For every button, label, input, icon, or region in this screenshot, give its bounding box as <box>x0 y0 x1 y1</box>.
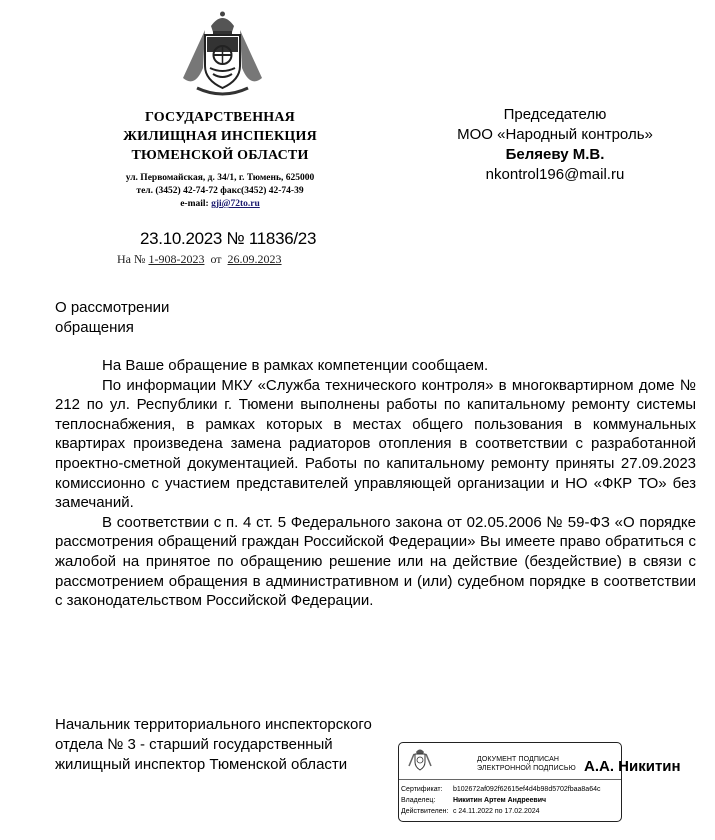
recipient-line-1: Председателю <box>503 106 607 123</box>
ref-from: от <box>210 252 222 266</box>
body-paragraph-2: По информации МКУ «Служба технического контроля» в многоквартирном доме № 212 по ул. Республики г. Тюмени выполнены работы по капитальному ремонту системы теплоснабжения, в рамках которых в местах общего пользования в коммунальных квартирах произведена замена радиаторов отопления в соответствии с разработанной проектно-сметной документацией. Работы по капитальному ремонту приняты 27.09.2023 комиссионно с участием представителей управляющей организации и НО «ФКР ТО» без замечаний. <box>55 376 696 512</box>
recipient-line-2: МОО «Народный контроль» <box>457 126 653 143</box>
stamp-divider <box>399 779 621 780</box>
cert-label: Сертификат: <box>401 786 443 793</box>
stamp-header-line-1: ДОКУМЕНТ ПОДПИСАН <box>477 756 560 763</box>
reference-line <box>117 252 282 267</box>
recipient-block <box>420 105 690 185</box>
recipient-name: Беляеву М.В. <box>505 146 605 163</box>
coat-of-arms-icon <box>175 8 270 98</box>
owner-value: Никитин Артем Андреевич <box>452 797 547 804</box>
ref-prefix: На № <box>117 252 146 266</box>
stamp-header-line-2: ЭЛЕКТРОННОЙ ПОДПИСЬЮ <box>477 765 576 772</box>
ref-number: 1-908-2023 <box>148 252 205 266</box>
subject <box>55 298 169 338</box>
ref-date: 26.09.2023 <box>227 252 282 266</box>
signatory-name: А.А. Никитин <box>584 758 681 775</box>
sender-organization <box>60 108 380 165</box>
stamp-certificate-row <box>401 785 617 794</box>
document-date-number: 23.10.2023 № 11836/23 <box>140 229 317 248</box>
cert-value: b102672af092f62615ef4d4b98d5702fbaa8a64c <box>452 786 601 793</box>
owner-label: Владелец: <box>401 797 436 804</box>
org-line-2: ЖИЛИЩНАЯ ИНСПЕКЦИЯ <box>123 129 317 144</box>
stamp-emblem-icon <box>407 747 433 773</box>
signatory-title <box>55 715 372 775</box>
recipient-email: nkontrol196@mail.ru <box>485 166 625 183</box>
sender-contacts <box>60 172 380 211</box>
signatory-title-line-3: жилищный инспектор Тюменской области <box>55 756 348 773</box>
org-line-3: ТЮМЕНСКОЙ ОБЛАСТИ <box>131 148 309 163</box>
stamp-owner-row <box>401 796 617 805</box>
subject-line-1: О рассмотрении <box>55 299 170 316</box>
valid-value: с 24.11.2022 по 17.02.2024 <box>452 808 540 815</box>
signatory-title-line-2: отдела № 3 - старший государственный <box>55 736 333 753</box>
org-line-1: ГОСУДАРСТВЕННАЯ <box>145 110 295 125</box>
electronic-signature-stamp <box>398 742 622 822</box>
subject-line-2: обращения <box>55 319 134 336</box>
body-paragraph-3: В соответствии с п. 4 ст. 5 Федерального закона от 02.05.2006 № 59-ФЗ «О порядке рассмотрения обращений граждан Российской Федерации» Вы имеете право обратиться с жалобой на принятое по обращению решение или на действие (бездействие) в связи с рассмотрением обращения в административном и (или) судебном порядке в соответствии с законодательством Российской Федерации. <box>55 513 696 610</box>
valid-label: Действителен: <box>401 808 449 815</box>
letter-body <box>55 356 696 611</box>
sender-address: ул. Первомайская, д. 34/1, г. Тюмень, 625000 <box>125 173 315 183</box>
sender-phones: тел. (3452) 42-74-72 факс(3452) 42-74-39 <box>136 186 304 196</box>
signatory-title-line-1: Начальник территориального инспекторского <box>55 716 372 733</box>
sender-email-link[interactable]: gji@72to.ru <box>211 199 260 209</box>
email-label: e-mail: <box>180 199 209 209</box>
body-paragraph-1: На Ваше обращение в рамках компетенции сообщаем. <box>102 357 489 374</box>
stamp-validity-row <box>401 807 617 816</box>
